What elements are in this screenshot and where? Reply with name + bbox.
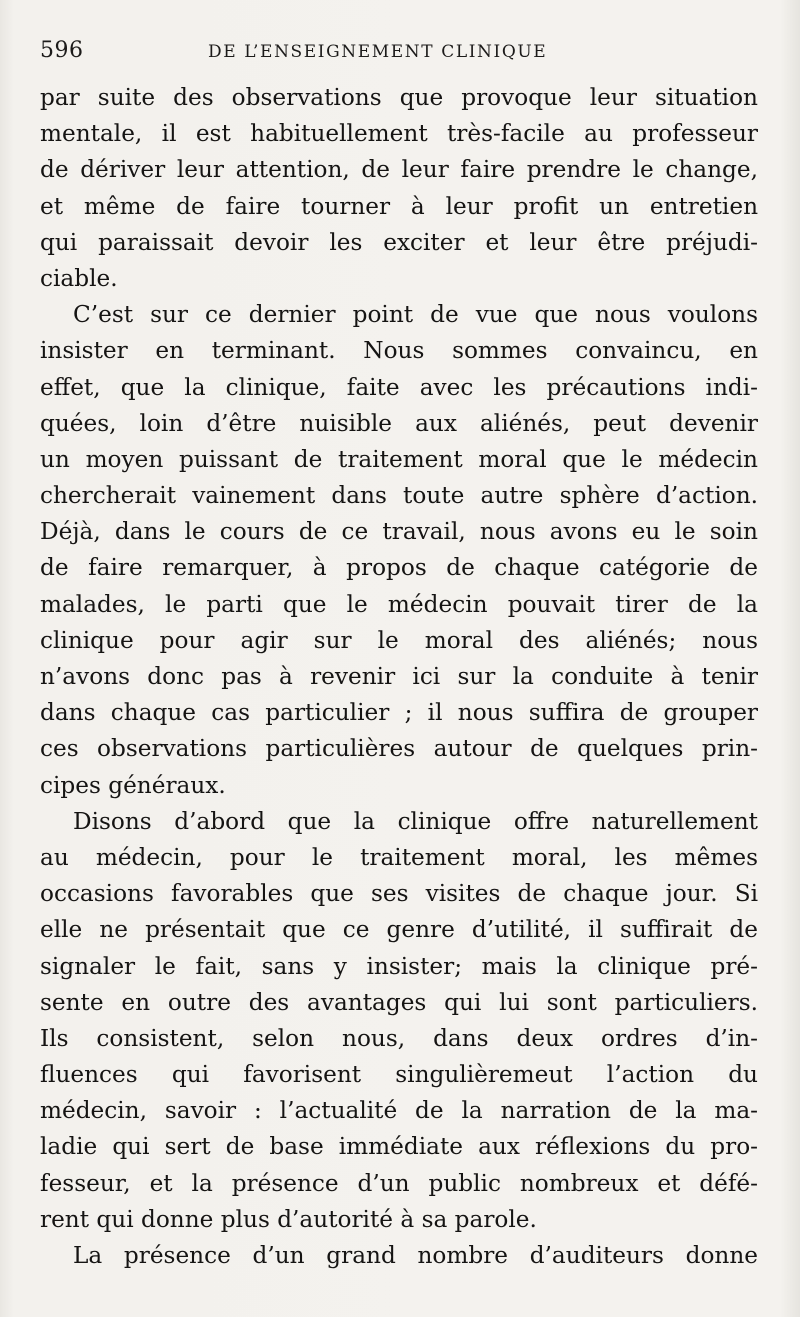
text-line: chercherait vainement dans toute autre sphère d’action. — [40, 482, 758, 510]
text-line: au médecin, pour le traitement moral, les mêmes — [40, 843, 758, 871]
text-line: La présence d’un grand nombre d’auditeurs donne — [73, 1242, 758, 1269]
text-line: n’avons donc pas à revenir ici sur la conduite à tenir — [40, 663, 758, 690]
text-line: Disons d’abord que la clinique offre naturellement — [73, 807, 758, 835]
page-number: 596 — [40, 38, 84, 63]
text-line: occasions favorables que ses visites de chaque jour. Si — [40, 880, 758, 908]
running-title: DE L’ENSEIGNEMENT CLINIQUE — [208, 42, 548, 62]
text-line: fluences qui favorisent singulièremeut l’action du — [40, 1061, 758, 1089]
text-line: ces observations particulières autour de quelques prin- — [40, 735, 758, 763]
text-line: rent qui donne plus d’autorité à sa parole. — [40, 1205, 537, 1233]
body-text — [40, 80, 758, 1274]
text-line: Déjà, dans le cours de ce travail, nous avons eu le soin — [40, 518, 758, 546]
text-line: Ils consistent, selon nous, dans deux ordres d’in- — [40, 1024, 758, 1052]
text-line: fesseur, et la présence d’un public nombreux et défé- — [40, 1169, 758, 1197]
text-line: de faire remarquer, à propos de chaque catégorie de — [40, 554, 758, 582]
text-line: malades, le parti que le médecin pouvait tirer de la — [40, 590, 758, 618]
text-line: C’est sur ce dernier point de vue que nous voulons — [73, 301, 758, 329]
text-line: dans chaque cas particulier ; il nous suffira de grouper — [40, 699, 758, 727]
text-line: clinique pour agir sur le moral des aliénés; nous — [40, 626, 758, 654]
text-line: elle ne présentait que ce genre d’utilité, il suffirait de — [40, 916, 758, 944]
text-line: qui paraissait devoir les exciter et leur être préjudi- — [40, 228, 758, 256]
text-line: ladie qui sert de base immédiate aux réflexions du pro- — [40, 1133, 758, 1161]
text-line: signaler le fait, sans y insister; mais la clinique pré- — [40, 952, 758, 980]
text-line: un moyen puissant de traitement moral que le médecin — [40, 445, 758, 473]
text-line: médecin, savoir : l’actualité de la narration de la ma- — [40, 1097, 758, 1125]
text-line: de dériver leur attention, de leur faire prendre le change, — [40, 156, 758, 184]
text-line: par suite des observations que provoque leur situation — [40, 84, 758, 111]
text-line: sente en outre des avantages qui lui sont particuliers. — [40, 988, 758, 1016]
text-line: mentale, il est habituellement très-facile au professeur — [40, 120, 758, 148]
text-line: ciable. — [40, 264, 118, 292]
text-line: cipes généraux. — [40, 771, 226, 799]
text-line: insister en terminant. Nous sommes convaincu, en — [40, 337, 758, 365]
text-line: et même de faire tourner à leur profit un entretien — [40, 192, 758, 220]
running-head — [40, 38, 758, 68]
text-line: effet, que la clinique, faite avec les précautions indi- — [40, 373, 758, 401]
text-line: quées, loin d’être nuisible aux aliénés, peut devenir — [40, 409, 758, 437]
